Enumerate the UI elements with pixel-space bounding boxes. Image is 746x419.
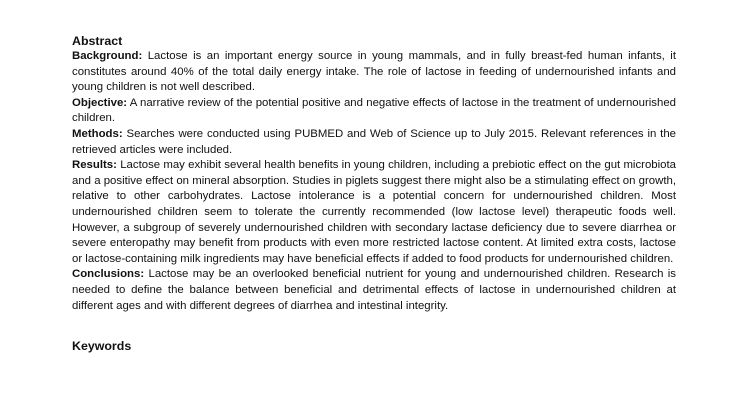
methods-label: Methods: — [72, 127, 123, 140]
conclusions-paragraph — [72, 267, 676, 314]
results-text: Lactose may exhibit several health benefits in young children, including a prebiotic effect on the gut microbiota and a positive effect on mineral absorption. Studies in piglets suggest there might also be a stimulating effect on growth, relative to other carbohydrates. Lactose intolerance is a potential concern for undernourished children. Most undernourished children seem to tolerate the currently recommended (low lactose level) therapeutic foods well. However, a subgroup of severely undernourished children with secondary lactase deficiency due to severe diarrhea or severe enteropathy may benefit from products with even more restricted lactose content. At limited extra costs, lactose or lactose-containing milk ingredients may have beneficial effects if added to food products for undernourished children. — [72, 159, 676, 265]
conclusions-label: Conclusions: — [72, 268, 145, 281]
keywords-heading: Keywords — [72, 339, 132, 354]
objective-paragraph — [72, 96, 676, 127]
conclusions-text: Lactose may be an overlooked beneficial nutrient for young and undernourished children. Research is needed to define the balance between beneficial and detrimental effects of lactose in undernourished children at different ages and with different degrees of diarrhea and intestinal integrity. — [72, 268, 676, 312]
objective-label: Objective: — [72, 96, 128, 109]
objective-text: A narrative review of the potential positive and negative effects of lactose in the treatment of undernourished children. — [72, 96, 676, 125]
results-paragraph — [72, 158, 676, 267]
background-label: Background: — [72, 50, 143, 62]
background-paragraph — [72, 49, 676, 96]
background-text: Lactose is an important energy source in young mammals, and in fully breast-fed human infants, it constitutes around 40% of the total daily energy intake. The role of lactose in feeding of undernourished infants and young children is not well described. — [72, 50, 676, 94]
results-label: Results: — [72, 159, 117, 172]
abstract-heading: Abstract — [72, 34, 123, 48]
methods-paragraph — [72, 127, 676, 158]
abstract-block — [72, 33, 676, 354]
methods-text: Searches were conducted using PUBMED and Web of Science up to July 2015. Relevant references in the retrieved articles were included. — [72, 127, 677, 156]
